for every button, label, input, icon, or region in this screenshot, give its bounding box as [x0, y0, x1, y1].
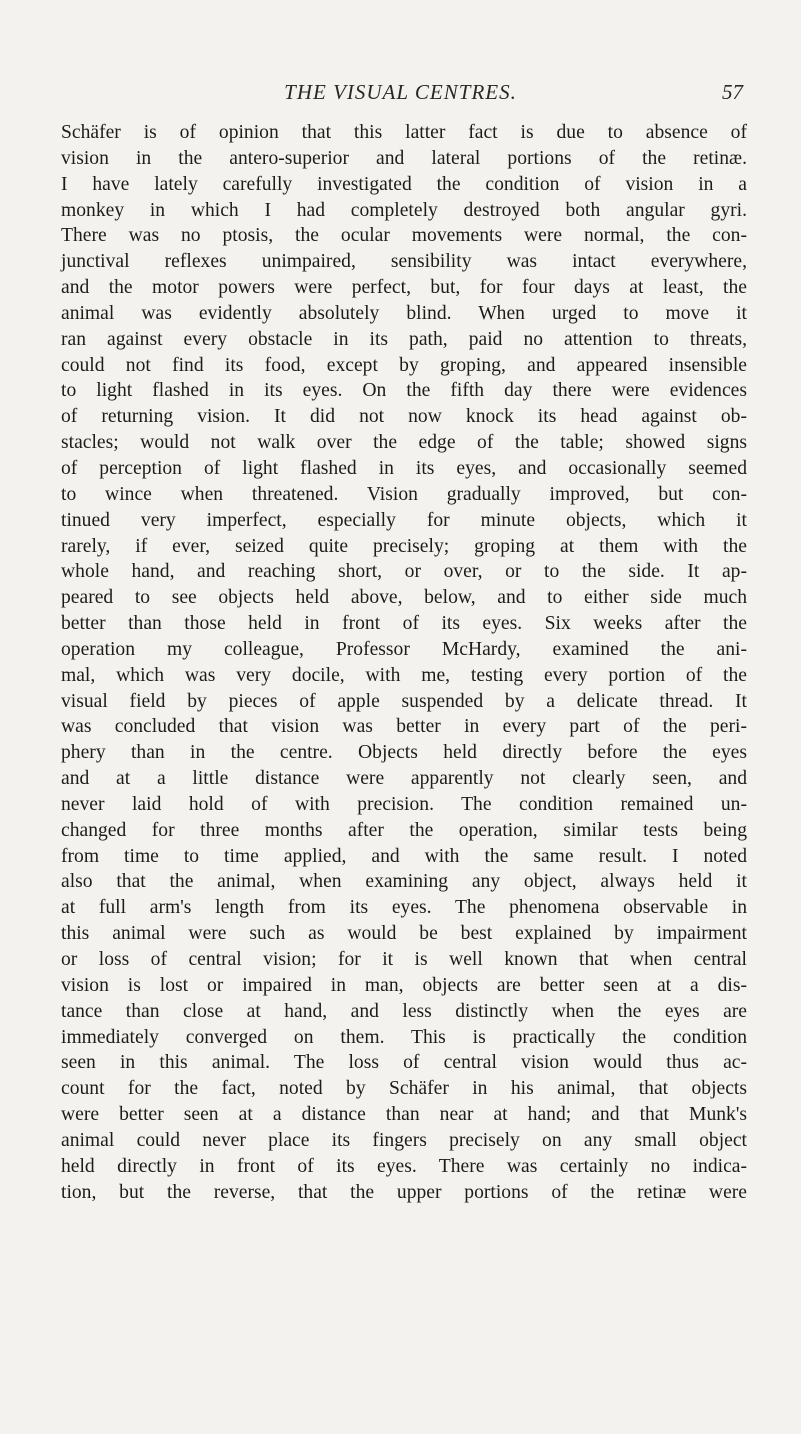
running-title: THE VISUAL CENTRES.: [284, 80, 517, 104]
text-line: tance than close at hand, and less distinctly when the eyes are: [61, 1000, 747, 1022]
text-line: tion, but the reverse, that the upper portions of the retinæ were: [61, 1181, 747, 1203]
text-line: animal was evidently absolutely blind. When urged to move it: [61, 302, 747, 324]
text-line: from time to time applied, and with the same result. I noted: [61, 845, 747, 867]
text-line: to wince when threatened. Vision gradually improved, but con-: [61, 483, 747, 505]
text-line: operation my colleague, Professor McHardy, examined the ani-: [61, 638, 747, 660]
text-line: visual field by pieces of apple suspended by a delicate thread. It: [61, 690, 747, 712]
text-line: better than those held in front of its eyes. Six weeks after the: [61, 613, 747, 635]
text-line: rarely, if ever, seized quite precisely; groping at them with the: [61, 535, 747, 557]
text-line: also that the animal, when examining any object, always held it: [61, 871, 747, 893]
text-line: seen in this animal. The loss of central vision would thus ac-: [61, 1052, 747, 1074]
text-line: of returning vision. It did not now knock its head against ob-: [61, 406, 747, 428]
text-line: could not find its food, except by groping, and appeared insensible: [61, 354, 747, 376]
text-line: I have lately carefully investigated the condition of vision in a: [61, 173, 747, 195]
text-line: whole hand, and reaching short, or over, or to the side. It ap-: [61, 561, 747, 583]
text-line: to light flashed in its eyes. On the fifth day there were evidences: [61, 380, 747, 402]
text-line: of perception of light flashed in its eyes, and occasionally seemed: [61, 457, 747, 479]
text-line: phery than in the centre. Objects held directly before the eyes: [61, 742, 747, 764]
running-head: [30, 80, 771, 110]
text-line: never laid hold of with precision. The condition remained un-: [61, 793, 747, 815]
text-line: animal could never place its fingers precisely on any small object: [61, 1129, 747, 1151]
text-line: junctival reflexes unimpaired, sensibility was intact everywhere,: [61, 251, 747, 273]
text-line: vision is lost or impaired in man, objects are better seen at a dis-: [61, 974, 747, 996]
text-line: were better seen at a distance than near at hand; and that Munk's: [61, 1104, 747, 1126]
text-line: at full arm's length from its eyes. The phenomena observable in: [61, 897, 747, 919]
text-line: was concluded that vision was better in every part of the peri-: [61, 716, 747, 738]
text-line: and at a little distance were apparently not clearly seen, and: [61, 768, 747, 790]
text-line: Schäfer is of opinion that this latter fact is due to absence of: [61, 122, 747, 143]
page-number: 57: [722, 80, 743, 104]
text-line: peared to see objects held above, below, and to either side much: [61, 587, 747, 609]
body-text: [61, 120, 747, 1205]
text-line: held directly in front of its eyes. There was certainly no indica-: [61, 1155, 747, 1177]
text-line: vision in the antero-superior and lateral portions of the retinæ.: [61, 147, 747, 169]
text-line: stacles; would not walk over the edge of the table; showed signs: [61, 432, 747, 454]
text-line: ran against every obstacle in its path, paid no attention to threats,: [61, 328, 747, 350]
text-line: changed for three months after the operation, similar tests being: [61, 819, 747, 841]
text-line: tinued very imperfect, especially for minute objects, which it: [61, 509, 747, 531]
text-line: count for the fact, noted by Schäfer in his animal, that objects: [61, 1078, 747, 1100]
text-line: immediately converged on them. This is practically the condition: [61, 1026, 747, 1048]
text-line: this animal were such as would be best explained by impairment: [61, 923, 747, 945]
text-line: monkey in which I had completely destroyed both angular gyri.: [61, 199, 747, 221]
text-line: There was no ptosis, the ocular movements were normal, the con-: [61, 225, 747, 247]
text-line: and the motor powers were perfect, but, for four days at least, the: [61, 277, 747, 299]
text-line: or loss of central vision; for it is well known that when central: [61, 949, 747, 970]
text-line: mal, which was very docile, with me, testing every portion of the: [61, 664, 747, 686]
